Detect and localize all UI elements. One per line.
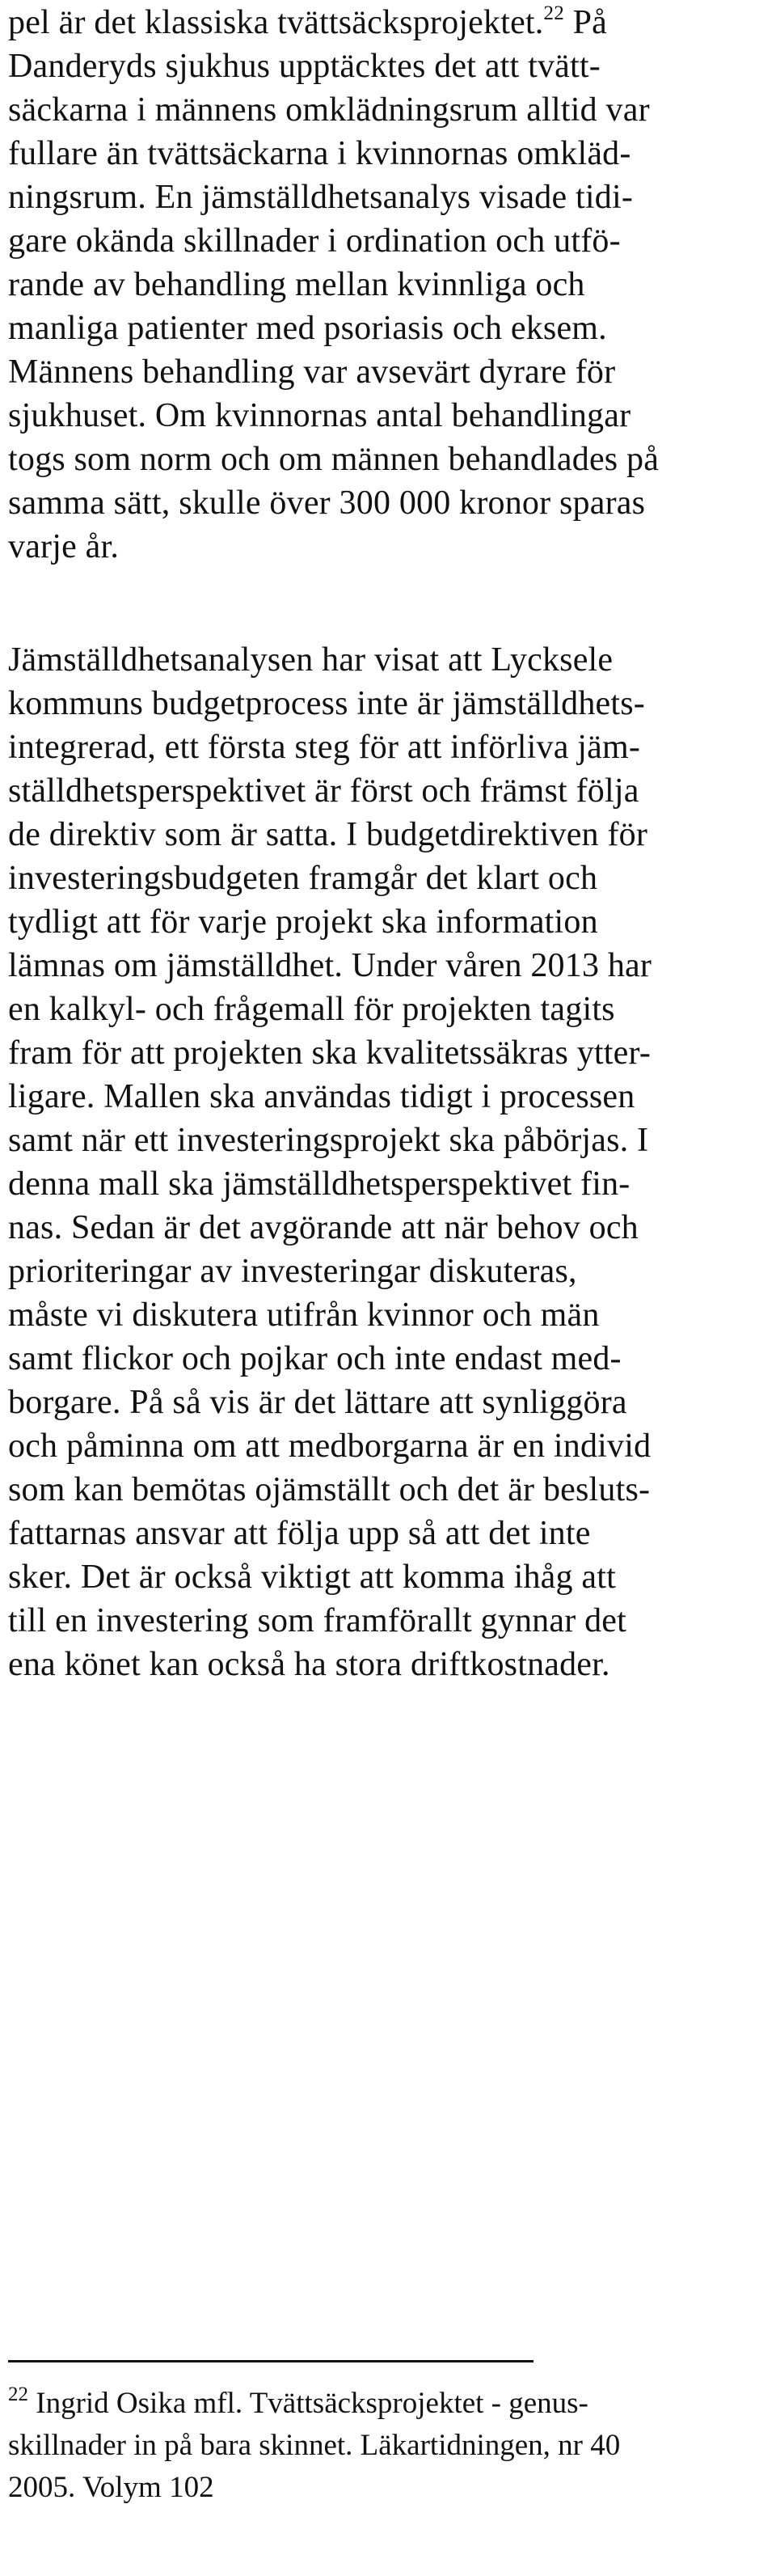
paragraph-2-line: Jämställdhetsanalysen har visat att Lycksele <box>8 641 614 679</box>
paragraph-2-line: nas. Sedan är det avgörande att när behov och <box>8 1209 639 1246</box>
paragraph-2-line: de direktiv som är satta. I budgetdirektiven för <box>8 816 648 853</box>
paragraph-1-line: sjukhuset. Om kvinnornas antal behandlingar <box>8 397 631 434</box>
paragraph-2-line: denna mall ska jämställdhetsperspektivet fin- <box>8 1165 630 1203</box>
paragraph-2-line: prioriteringar av investeringar diskuteras, <box>8 1253 577 1290</box>
paragraph-2-line: och påminna om att medborgarna är en individ <box>8 1428 652 1465</box>
footnote-line <box>8 2384 588 2423</box>
paragraph-2-line: samt flickor och pojkar och inte endast med- <box>8 1340 622 1377</box>
paragraph-1-line: Männens behandling var avsevärt dyrare för <box>8 353 616 391</box>
paragraph-1-line: ningsrum. En jämställdhetsanalys visade tidi- <box>8 179 634 216</box>
paragraph-1-line: togs som norm och om männen behandlades på <box>8 441 660 478</box>
paragraph-2-line: till en investering som framförallt gynnar det <box>8 1602 626 1639</box>
paragraph-2-line: ställdhetsperspektivet är först och främst följa <box>8 772 639 810</box>
footnote-reference[interactable]: 22 <box>543 2 564 24</box>
footnote-text: Ingrid Osika mfl. Tvättsäcksprojektet - genus- <box>28 2387 588 2420</box>
paragraph-2-line: ena könet kan också ha stora driftkostnader. <box>8 1646 610 1683</box>
paragraph-1-line: manliga patienter med psoriasis och eksem. <box>8 310 607 347</box>
paragraph-1-line: fullare än tvättsäckarna i kvinnornas omkläd- <box>8 135 631 172</box>
footnote-line: skillnader in på bara skinnet. Läkartidningen, nr 40 <box>8 2429 621 2462</box>
paragraph-1-line: Danderyds sjukhus upptäcktes det att tvätt- <box>8 48 601 85</box>
paragraph-1-line: säckarna i männens omklädningsrum alltid var <box>8 91 650 129</box>
paragraph-2-line: fram för att projekten ska kvalitetssäkras ytter- <box>8 1034 652 1072</box>
paragraph-2-line: lämnas om jämställdhet. Under våren 2013 har <box>8 947 652 984</box>
footnote-divider <box>8 2360 534 2362</box>
paragraph-2-line: samt när ett investeringsprojekt ska påbörjas. I <box>8 1122 649 1159</box>
paragraph-2-line: tydligt att för varje projekt ska information <box>8 903 598 941</box>
paragraph-1-line: samma sätt, skulle över 300 000 kronor sparas <box>8 484 646 522</box>
footnote-line: 2005. Volym 102 <box>8 2471 214 2504</box>
paragraph-2-line: fattarnas ansvar att följa upp så att det inte <box>8 1515 591 1552</box>
paragraph-2-line: sker. Det är också viktigt att komma ihåg att <box>8 1559 616 1596</box>
paragraph-1-line: varje år. <box>8 528 120 565</box>
paragraph-1-line <box>8 0 607 45</box>
paragraph-2-line: som kan bemötas ojämställt och det är besluts- <box>8 1471 651 1508</box>
paragraph-2-line: investeringsbudgeten framgår det klart och <box>8 860 598 897</box>
paragraph-2-line: en kalkyl- och frågemall för projekten tagits <box>8 991 615 1028</box>
line-text: På <box>563 4 608 41</box>
paragraph-1-line: rande av behandling mellan kvinnliga och <box>8 266 585 303</box>
paragraph-1-line: gare okända skillnader i ordination och utfö- <box>8 222 621 260</box>
paragraph-2-line: måste vi diskutera utifrån kvinnor och män <box>8 1296 600 1334</box>
footnote-number: 22 <box>8 2383 28 2405</box>
paragraph-2-line: borgare. På så vis är det lättare att synliggöra <box>8 1384 627 1421</box>
paragraph-2-line: integrerad, ett första steg för att införliva jäm- <box>8 729 641 766</box>
line-text: pel är det klassiska tvättsäcksprojektet. <box>8 4 544 41</box>
paragraph-2-line: ligare. Mallen ska användas tidigt i processen <box>8 1078 635 1115</box>
paragraph-2-line: kommuns budgetprocess inte är jämställdhets- <box>8 685 645 722</box>
